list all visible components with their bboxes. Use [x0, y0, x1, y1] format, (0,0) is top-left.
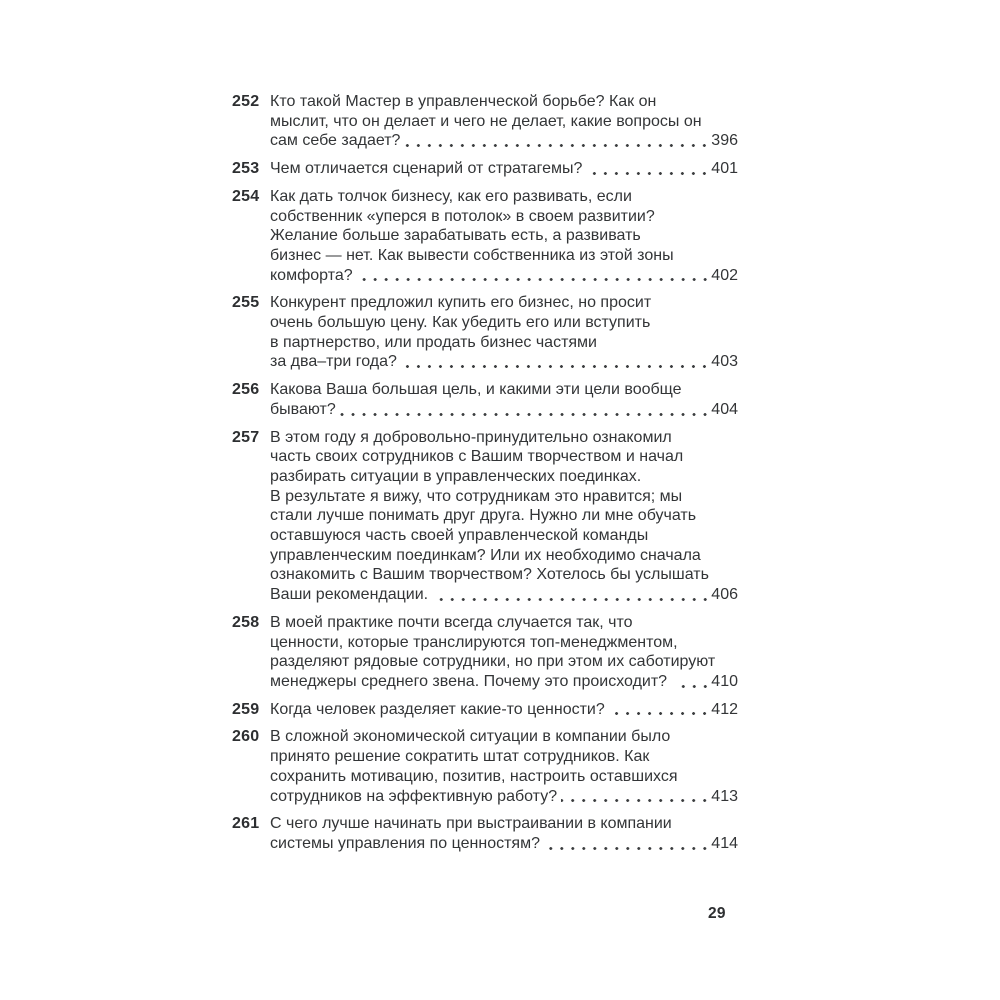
toc-line: часть своих сотрудников с Вашим творчеством и начал — [270, 448, 684, 466]
toc-entry-body — [270, 293, 738, 372]
toc-line-text: менеджеры среднего звена. Почему это происходит? — [270, 672, 672, 690]
toc-entry-page: 412 — [711, 700, 738, 718]
dot-leader — [613, 700, 710, 720]
toc-entry-body — [270, 814, 738, 853]
toc-line: Как дать толчок бизнесу, как его развивать, если — [270, 187, 632, 205]
toc-line: бизнес — нет. Как вывести собственника из этой зоны — [270, 246, 674, 264]
toc-line: ценности, которые транслируются топ-менеджментом, — [270, 633, 678, 651]
toc-entry-page: 403 — [711, 353, 738, 371]
toc-entry-page: 396 — [711, 132, 738, 150]
toc-line: Конкурент предложил купить его бизнес, но просит — [270, 294, 652, 312]
toc-line: управленческим поединкам? Или их необходимо сначала — [270, 546, 701, 564]
toc-line: оставшуюся часть своей управленческой команды — [270, 527, 649, 545]
toc-entry — [232, 613, 738, 692]
toc-line — [270, 352, 738, 372]
toc-line: очень большую цену. Как убедить его или вступить — [270, 314, 651, 332]
toc-entry-number: 257 — [232, 428, 260, 446]
toc-entry — [232, 159, 738, 179]
toc-line: ознакомить с Вашим творчеством? Хотелось бы услышать — [270, 566, 709, 584]
toc-line: Желание больше зарабатывать есть, а развивать — [270, 227, 641, 245]
toc-entry-body — [270, 159, 738, 179]
toc-line: в партнерство, или продать бизнес частями — [270, 333, 597, 351]
toc-entry-page: 402 — [711, 266, 738, 284]
toc-line-text: системы управления по ценностям? — [270, 834, 540, 852]
toc-line-text: бывают? — [270, 400, 336, 418]
toc-entry-page: 414 — [711, 834, 738, 852]
toc-entry — [232, 814, 738, 853]
toc-line: мыслит, что он делает и чего не делает, какие вопросы он — [270, 112, 702, 130]
dot-leader — [437, 585, 711, 605]
toc-entry-body — [270, 92, 738, 151]
dot-leader — [586, 159, 710, 179]
toc-entry-number: 258 — [232, 613, 260, 631]
toc-entry — [232, 727, 738, 806]
toc-line — [270, 585, 738, 605]
toc-entry-number: 254 — [232, 187, 260, 205]
toc-entry-body — [270, 428, 738, 605]
toc-entry-number: 253 — [232, 160, 260, 178]
toc-line: Какова Ваша большая цель, и какими эти цели вообще — [270, 381, 682, 399]
toc-line: собственник «уперся в потолок» в своем развитии? — [270, 207, 655, 225]
toc-line: Кто такой Мастер в управленческой борьбе? Как он — [270, 93, 657, 110]
toc-line: сохранить мотивацию, позитив, настроить оставшихся — [270, 767, 678, 785]
toc-line: В этом году я добровольно-принудительно ознакомил — [270, 428, 672, 446]
dot-leader — [340, 400, 711, 420]
toc-entry-number: 255 — [232, 294, 260, 312]
toc-line-text: за два–три года? — [270, 353, 402, 371]
toc-entry — [232, 700, 738, 720]
toc-line-text: комфорта? — [270, 266, 353, 284]
toc-entry-body — [270, 187, 738, 286]
dot-leader — [544, 834, 710, 854]
toc-entry-number: 260 — [232, 728, 260, 746]
toc-entry — [232, 92, 738, 151]
toc-entry-number: 261 — [232, 815, 260, 833]
toc-line — [270, 400, 738, 420]
toc-line-text: Чем отличается сценарий от стратагемы? — [270, 160, 583, 178]
toc-entry — [232, 428, 738, 605]
toc-line: принято решение сократить штат сотрудников. Как — [270, 748, 650, 766]
toc-line — [270, 700, 738, 720]
toc-entry-number: 259 — [232, 700, 260, 718]
toc-line: В результате я вижу, что сотрудникам это нравится; мы — [270, 487, 683, 505]
toc-entry-body — [270, 727, 738, 806]
toc-entry — [232, 380, 738, 419]
toc-list — [232, 92, 738, 854]
toc-line-text: сам себе задает? — [270, 132, 401, 150]
toc-entry-body — [270, 380, 738, 419]
toc-entry-number: 256 — [232, 381, 260, 399]
toc-line — [270, 834, 738, 854]
toc-entry-page: 404 — [711, 400, 738, 418]
dot-leader — [676, 672, 711, 692]
toc-line: В моей практике почти всегда случается так, что — [270, 613, 633, 631]
dot-leader — [404, 131, 710, 151]
toc-entry-body — [270, 613, 738, 692]
toc-line: В сложной экономической ситуации в компании было — [270, 728, 671, 746]
toc-line — [270, 131, 738, 151]
toc-entry — [232, 187, 738, 286]
toc-line — [270, 266, 738, 286]
toc-line: разбирать ситуации в управленческих поединках. — [270, 467, 642, 485]
toc-entry-body — [270, 700, 738, 720]
toc-line — [270, 787, 738, 807]
toc-line — [270, 159, 738, 179]
toc-line: стали лучше понимать друг друга. Нужно ли мне обучать — [270, 507, 697, 525]
toc-entry-page: 401 — [711, 160, 738, 178]
page-number: 29 — [708, 905, 726, 922]
toc-line-text: Ваши рекомендации. — [270, 586, 433, 604]
toc-entry-page: 413 — [711, 787, 738, 805]
toc-entry-page: 406 — [711, 586, 738, 604]
toc-line-text: Когда человек разделяет какие-то ценности? — [270, 700, 610, 718]
toc-entry-number: 252 — [232, 93, 260, 110]
dot-leader — [357, 266, 711, 286]
dot-leader — [405, 352, 710, 372]
toc-line: С чего лучше начинать при выстраивании в компании — [270, 815, 672, 833]
toc-line — [270, 672, 738, 692]
toc-entry-page: 410 — [711, 672, 738, 690]
toc-line: разделяют рядовые сотрудники, но при этом их саботируют — [270, 653, 716, 671]
dot-leader — [561, 787, 710, 807]
toc-entry — [232, 293, 738, 372]
toc-line-text: сотрудников на эффективную работу? — [270, 787, 558, 805]
